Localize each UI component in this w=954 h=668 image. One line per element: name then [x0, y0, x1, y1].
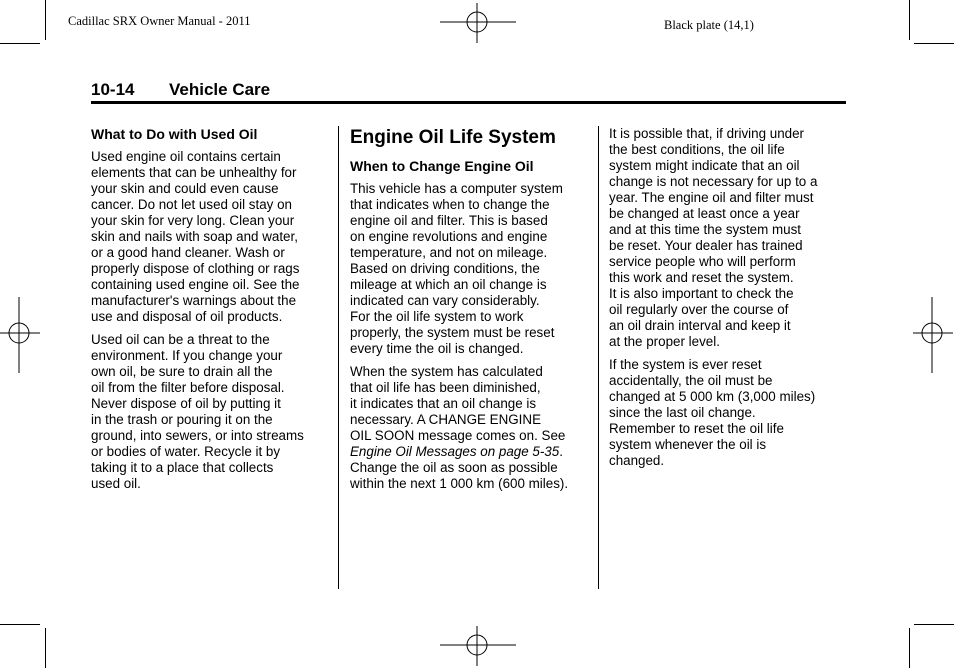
page-header	[91, 80, 270, 100]
text-line: every time the oil is changed.	[350, 341, 524, 356]
text-line: that oil life has been diminished,	[350, 380, 541, 395]
text-line: within the next 1 000 km (600 miles).	[350, 476, 569, 491]
paragraph	[91, 332, 331, 492]
text-line: year. The engine oil and filter must	[609, 190, 814, 205]
plate-meta: Black plate (14,1)	[664, 18, 754, 32]
text-line: system might indicate that an oil	[609, 158, 800, 173]
text-line: or bodies of water. Recycle it by	[91, 444, 281, 459]
text-line: it indicates that an oil change is	[350, 396, 537, 411]
paragraph	[91, 149, 331, 325]
registration-mark-icon	[0, 297, 40, 373]
crop-mark	[914, 624, 954, 625]
section-title: Vehicle Care	[169, 80, 271, 99]
page-number: 10-14	[91, 80, 135, 99]
text-line: Used oil can be a threat to the	[91, 332, 270, 347]
crop-mark	[45, 628, 46, 668]
crop-mark	[0, 624, 40, 625]
text-line: since the last oil change.	[609, 405, 756, 420]
text-line: taking it to a place that collects	[91, 460, 274, 475]
text-line: necessary. A CHANGE ENGINE	[350, 412, 541, 427]
text-line: system whenever the oil is	[609, 437, 767, 452]
text-line: skin and nails with soap and water,	[91, 229, 298, 244]
text-line: that indicates when to change the	[350, 197, 550, 212]
text-line: the best conditions, the oil life	[609, 142, 785, 157]
registration-mark-icon	[913, 297, 953, 373]
text-line: environment. If you change your	[91, 348, 283, 363]
text-line: oil from the filter before disposal.	[91, 380, 285, 395]
crop-mark	[909, 0, 910, 40]
text-line: cancer. Do not let used oil stay on	[91, 197, 292, 212]
text-line: be reset. Your dealer has trained	[609, 238, 803, 253]
text-line: containing used engine oil. See the	[91, 277, 300, 292]
text-line: on engine revolutions and engine	[350, 229, 548, 244]
text-line: It is also important to check the	[609, 286, 794, 301]
text-line: changed.	[609, 453, 665, 468]
paragraph	[350, 364, 590, 492]
text-line: Based on driving conditions, the	[350, 261, 540, 276]
column-divider	[598, 126, 599, 589]
header-rule	[91, 101, 846, 104]
text-line: your skin and could even cause	[91, 181, 279, 196]
column-divider	[338, 126, 339, 589]
text-line: your skin for very long. Clean your	[91, 213, 295, 228]
text-line: Change the oil as soon as possible	[350, 460, 558, 475]
text-line: in the trash or pouring it on the	[91, 412, 273, 427]
text-line: It is possible that, if driving under	[609, 126, 805, 141]
crop-mark	[45, 0, 46, 40]
text-line: OIL SOON message comes on. See	[350, 428, 566, 443]
text-line: If the system is ever reset	[609, 357, 762, 372]
text-line: ground, into sewers, or into streams	[91, 428, 304, 443]
registration-mark-icon	[440, 3, 516, 43]
subheading: When to Change Engine Oil	[350, 158, 534, 174]
text-line: own oil, be sure to drain all the	[91, 364, 273, 379]
heading-used-oil: What to Do with Used Oil	[91, 126, 258, 142]
section-heading: Engine Oil Life System	[350, 127, 556, 148]
text-line: Never dispose of oil by putting it	[91, 396, 281, 411]
text-line: and at this time the system must	[609, 222, 802, 237]
text-line: be changed at least once a year	[609, 206, 800, 221]
crop-mark	[914, 43, 954, 44]
paragraph	[350, 181, 590, 357]
text-line: Used engine oil contains certain	[91, 149, 281, 164]
text-line: accidentally, the oil must be	[609, 373, 773, 388]
text-line: Remember to reset the oil life	[609, 421, 784, 436]
paragraph	[609, 357, 849, 469]
text-line: this work and reset the system.	[609, 270, 794, 285]
text-line: manufacturer's warnings about the	[91, 293, 297, 308]
text-line: When the system has calculated	[350, 364, 543, 379]
registration-mark-icon	[440, 626, 516, 666]
text-fragment: .	[559, 444, 563, 459]
text-line: elements that can be unhealthy for	[91, 165, 297, 180]
text-line-with-reference	[350, 444, 590, 460]
text-line: or a good hand cleaner. Wash or	[91, 245, 285, 260]
text-line: engine oil and filter. This is based	[350, 213, 548, 228]
text-line: This vehicle has a computer system	[350, 181, 563, 196]
column-3	[609, 126, 849, 476]
text-line: an oil drain interval and keep it	[609, 318, 791, 333]
text-line: For the oil life system to work	[350, 309, 524, 324]
column-2	[350, 126, 590, 499]
text-line: service people who will perform	[609, 254, 796, 269]
text-line: indicated can vary considerably.	[350, 293, 540, 308]
column-1	[91, 126, 331, 499]
text-line: properly, the system must be reset	[350, 325, 555, 340]
text-line: at the proper level.	[609, 334, 720, 349]
text-line: mileage at which an oil change is	[350, 277, 547, 292]
manual-title-meta: Cadillac SRX Owner Manual - 2011	[68, 14, 251, 28]
cross-reference-link[interactable]: Engine Oil Messages on page 5‑35	[350, 444, 560, 459]
text-line: changed at 5 000 km (3,000 miles)	[609, 389, 816, 404]
crop-mark	[909, 628, 910, 668]
text-line: used oil.	[91, 476, 141, 491]
text-line: properly dispose of clothing or rags	[91, 261, 300, 276]
text-line: oil regularly over the course of	[609, 302, 789, 317]
text-line: use and disposal of oil products.	[91, 309, 283, 324]
crop-mark	[0, 43, 40, 44]
text-line: temperature, and not on mileage.	[350, 245, 548, 260]
text-line: change is not necessary for up to a	[609, 174, 818, 189]
paragraph	[609, 126, 849, 350]
